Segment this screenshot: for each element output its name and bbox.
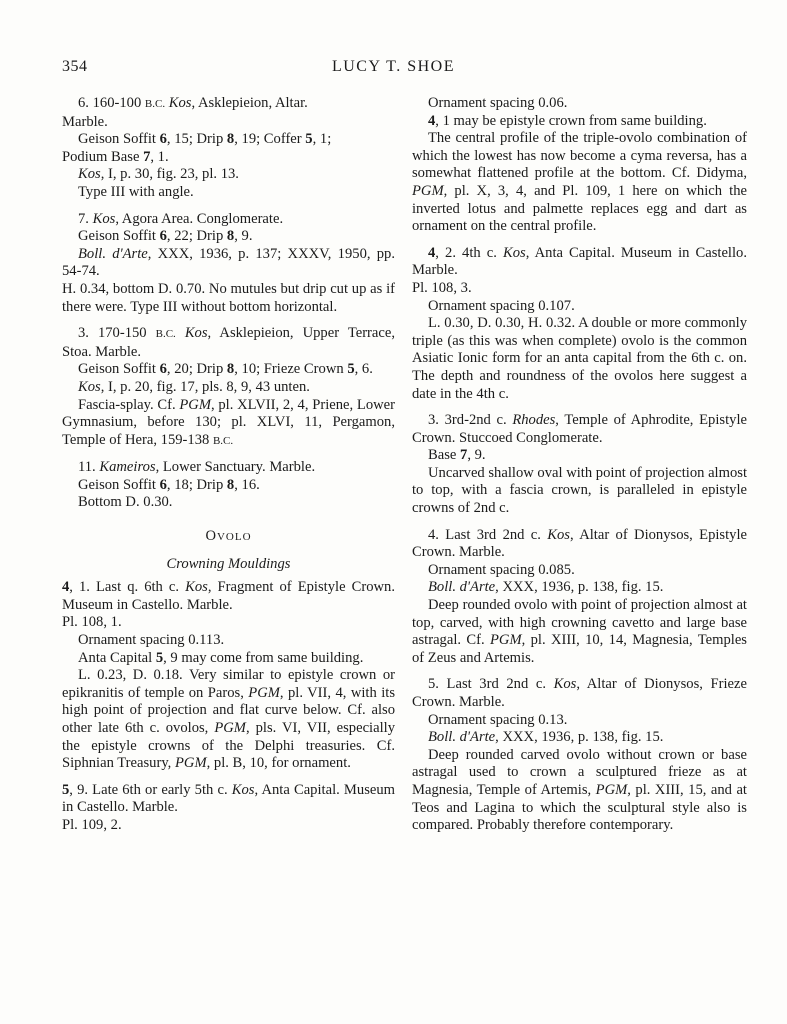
right-paragraph: Base 7, 9. — [428, 447, 486, 464]
left-paragraph: 11. Kameiros, Lower Sanctuary. Marble. — [78, 459, 316, 476]
right-paragraph: Pl. 108, 3. — [412, 279, 472, 296]
left-paragraph: 4, 1. Last q. 6th c. Kos, Fragment of Epistyle Crown. Museum in Castello. Marble. — [62, 579, 395, 613]
left-paragraph: 7. Kos, Agora Area. Conglomerate. — [78, 210, 284, 227]
left-paragraph: Kos, I, p. 30, fig. 23, pl. 13. — [78, 166, 239, 183]
left-paragraph: Geison Soffit 6, 20; Drip 8, 10; Frieze Crown 5, 6. — [78, 361, 373, 378]
left-paragraph: Type III with angle. — [78, 183, 194, 200]
left-paragraph: Podium Base 7, 1. — [62, 148, 169, 165]
right-paragraph: 4, 2. 4th c. Kos, Anta Capital. Museum in Castello. Marble. — [412, 244, 747, 279]
left-paragraph: Marble. — [62, 113, 108, 130]
paragraph-gap — [62, 773, 395, 782]
section-subtitle: Crowning Mouldings — [166, 555, 291, 572]
right-column — [412, 95, 747, 835]
right-paragraph: Ornament spacing 0.085. — [428, 561, 575, 578]
left-paragraph: Boll. d'Arte, XXX, 1936, p. 137; XXXV, 1950, pp. 54-74. — [62, 245, 395, 280]
left-paragraph: Pl. 109, 2. — [62, 816, 122, 833]
left-paragraph: Geison Soffit 6, 18; Drip 8, 16. — [78, 476, 260, 493]
paragraph-gap — [412, 667, 747, 676]
section-title: OVOLO — [205, 528, 252, 545]
right-paragraph: Deep rounded ovolo with point of projection almost at top, carved, with high crowning cavetto and large base astragal. Cf. PGM, pl. XIII, 10, 14, Magnesia, Temples of Zeus and Artemis. — [412, 597, 747, 666]
paragraph-gap — [62, 450, 395, 459]
paragraph-gap — [412, 518, 747, 527]
right-paragraph: Ornament spacing 0.107. — [428, 297, 575, 314]
paragraph-gap — [412, 403, 747, 412]
left-paragraph: 6. 160-100 B.C. Kos, Asklepieion, Altar. — [78, 95, 308, 111]
page-number: 354 — [62, 58, 88, 75]
paragraph-gap — [62, 202, 395, 211]
right-paragraph: 5. Last 3rd 2nd c. Kos, Altar of Dionysos, Frieze Crown. Marble. — [412, 676, 747, 710]
paragraph-gap — [412, 236, 747, 245]
page-header — [62, 58, 725, 78]
left-column — [62, 95, 395, 835]
left-paragraph: L. 0.23, D. 0.18. Very similar to epistyle crown or epikranitis of temple on Paros, PGM, pl. VII, 4, with its high point of projection and flat curve below. Cf. also other late 6th c. ovolos, PGM, pls. VI, VII, especially the epistyle crowns of the Delphi treasuries. Cf. Siphnian Treasury, PGM, pl. B, 10, for ornament. — [62, 667, 396, 772]
left-paragraph: Kos, I, p. 20, fig. 17, pls. 8, 9, 43 unten. — [78, 378, 310, 395]
left-paragraph: H. 0.34, bottom D. 0.70. No mutules but drip cut up as if there were. Type III without bottom horizontal. — [62, 280, 395, 315]
right-paragraph: Boll. d'Arte, XXX, 1936, p. 138, fig. 15. — [428, 579, 664, 596]
right-paragraph: 4, 1 may be epistyle crown from same building. — [428, 112, 707, 129]
right-paragraph: Uncarved shallow oval with point of projection almost to top, with a fascia crown, is paralleled in epistyle crowns of 2nd c. — [412, 464, 747, 517]
left-paragraph: Bottom D. 0.30. — [78, 494, 173, 511]
right-paragraph: Boll. d'Arte, XXX, 1936, p. 138, fig. 15. — [428, 729, 664, 746]
right-paragraph: Deep rounded carved ovolo without crown or base astragal used to crown a sculptured frieze as at Magnesia, Temple of Artemis, PGM, pl. XIII, 15, and at Teos and Lagina to which the sculptural style also is compared. Probably therefore contemporary. — [412, 746, 747, 834]
right-paragraph: 4. Last 3rd 2nd c. Kos, Altar of Dionysos, Epistyle Crown. Marble. — [412, 526, 747, 561]
left-paragraph: Fascia-splay. Cf. PGM, pl. XLVII, 2, 4, Priene, Lower Gymnasium, before 130; pl. XLVI, 11, Pergamon, Temple of Hera, 159-138 B.C. — [62, 396, 395, 448]
left-paragraph: Anta Capital 5, 9 may come from same building. — [78, 649, 364, 666]
left-paragraph: Ornament spacing 0.113. — [78, 632, 225, 649]
left-paragraph: Geison Soffit 6, 15; Drip 8, 19; Coffer 5, 1; — [78, 131, 332, 148]
left-paragraph: 5, 9. Late 6th or early 5th c. Kos, Anta Capital. Museum in Castello. Marble. — [62, 781, 395, 816]
running-title: LUCY T. SHOE — [331, 58, 456, 75]
left-paragraph: Geison Soffit 6, 22; Drip 8, 9. — [78, 228, 253, 245]
right-paragraph: Ornament spacing 0.13. — [428, 711, 568, 728]
right-paragraph: The central profile of the triple-ovolo combination of which the lowest has now become a cyma reversa, has a somewhat flattened profile at the bottom. Cf. Didyma, PGM, pl. X, 3, 4, and Pl. 109, 1 here on which the inverted lotus and palmette replaces egg and dart as ornament on the central profile. — [412, 130, 747, 235]
right-paragraph: Ornament spacing 0.06. — [428, 95, 568, 111]
left-paragraph: 3. 170-150 B.C. Kos, Asklepieion, Upper Terrace, Stoa. Marble. — [62, 325, 395, 360]
paragraph-gap — [62, 316, 395, 325]
right-paragraph: L. 0.30, D. 0.30, H. 0.32. A double or more commonly triple (as this was when complete) ovolo is the common Asiatic Ionic form for an anta capital from the 6th c. on. The depth and roundness of the ovolos here suggest a date in the 4th c. — [412, 315, 747, 402]
left-paragraph: Pl. 108, 1. — [62, 614, 122, 631]
right-paragraph: 3. 3rd-2nd c. Rhodes, Temple of Aphrodite, Epistyle Crown. Stuccoed Conglomerate. — [412, 412, 747, 446]
